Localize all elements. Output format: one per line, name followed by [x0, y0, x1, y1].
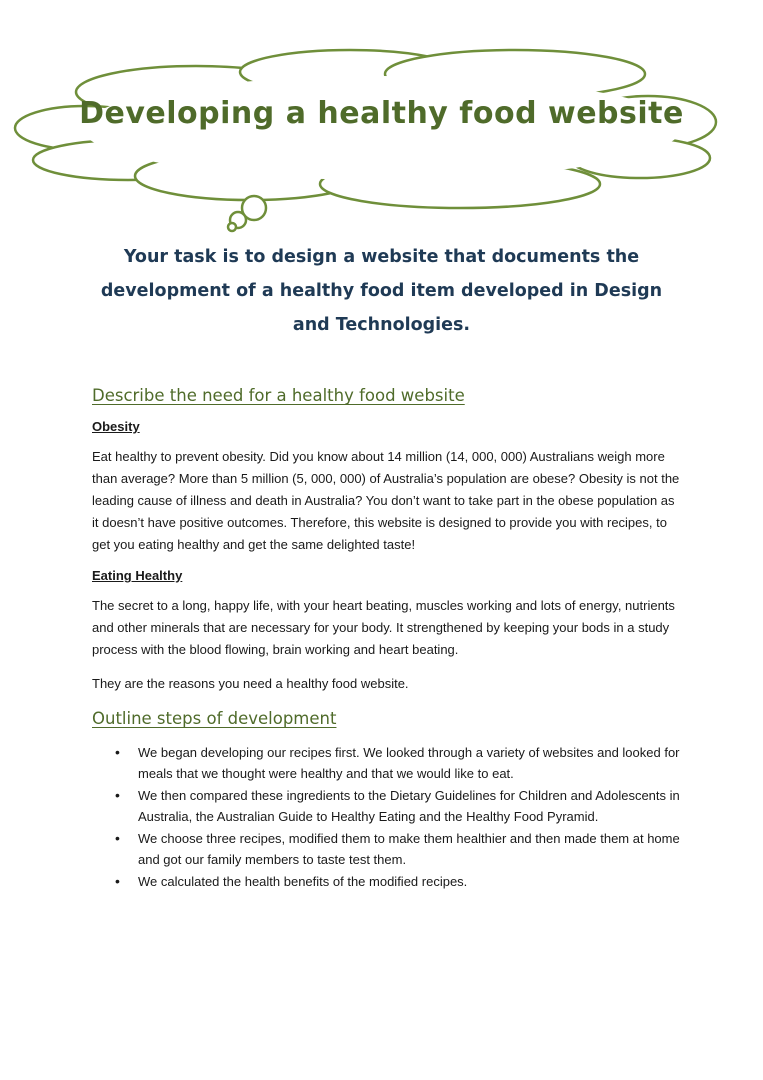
need-section-heading: Describe the need for a healthy food website — [92, 386, 465, 405]
steps-section-heading: Outline steps of development — [92, 709, 337, 728]
main-content — [92, 386, 682, 893]
list-item: • We began developing our recipes first. We looked through a variety of websites and looked for meals that we thought were healthy and that we would like to eat. — [138, 742, 682, 784]
task-statement: Your task is to design a website that documents the development of a healthy food item developed in Design and Technologies. — [100, 247, 663, 335]
list-item: • We calculated the health benefits of the modified recipes. — [138, 871, 682, 892]
list-item: • We then compared these ingredients to the Dietary Guidelines for Children and Adolescents in Australia, the Australian Guide to Healthy Eating and the Healthy Food Pyramid. — [138, 785, 682, 827]
obesity-paragraph: Eat healthy to prevent obesity. Did you know about 14 million (14, 000, 000) Australians weigh more than average? More than 5 million (5, 000, 000) of Australia’s population are obese? Obesity is not the leading cause of illness and death in Australia? You don’t want to take part in the obese population as it doesn’t have positive outcomes. Therefore, this website is designed to provide you with recipes, to get you eating healthy and get the same delighted taste! — [92, 449, 680, 552]
reason-paragraph: They are the reasons you need a healthy food website. — [92, 676, 409, 691]
steps-list — [92, 742, 682, 892]
page-title: Developing a healthy food website — [79, 96, 684, 131]
obesity-heading: Obesity — [92, 419, 140, 434]
title-cloud — [0, 0, 763, 240]
eating-healthy-heading: Eating Healthy — [92, 568, 183, 583]
eating-healthy-paragraph: The secret to a long, happy life, with your heart beating, muscles working and lots of energy, nutrients and other minerals that are necessary for your body. It strengthened by keeping your bods in a study process with the blood flowing, brain working and heart beating. — [92, 598, 675, 657]
list-item: • We choose three recipes, modified them to make them healthier and then made them at home and got our family members to taste test them. — [138, 828, 682, 870]
